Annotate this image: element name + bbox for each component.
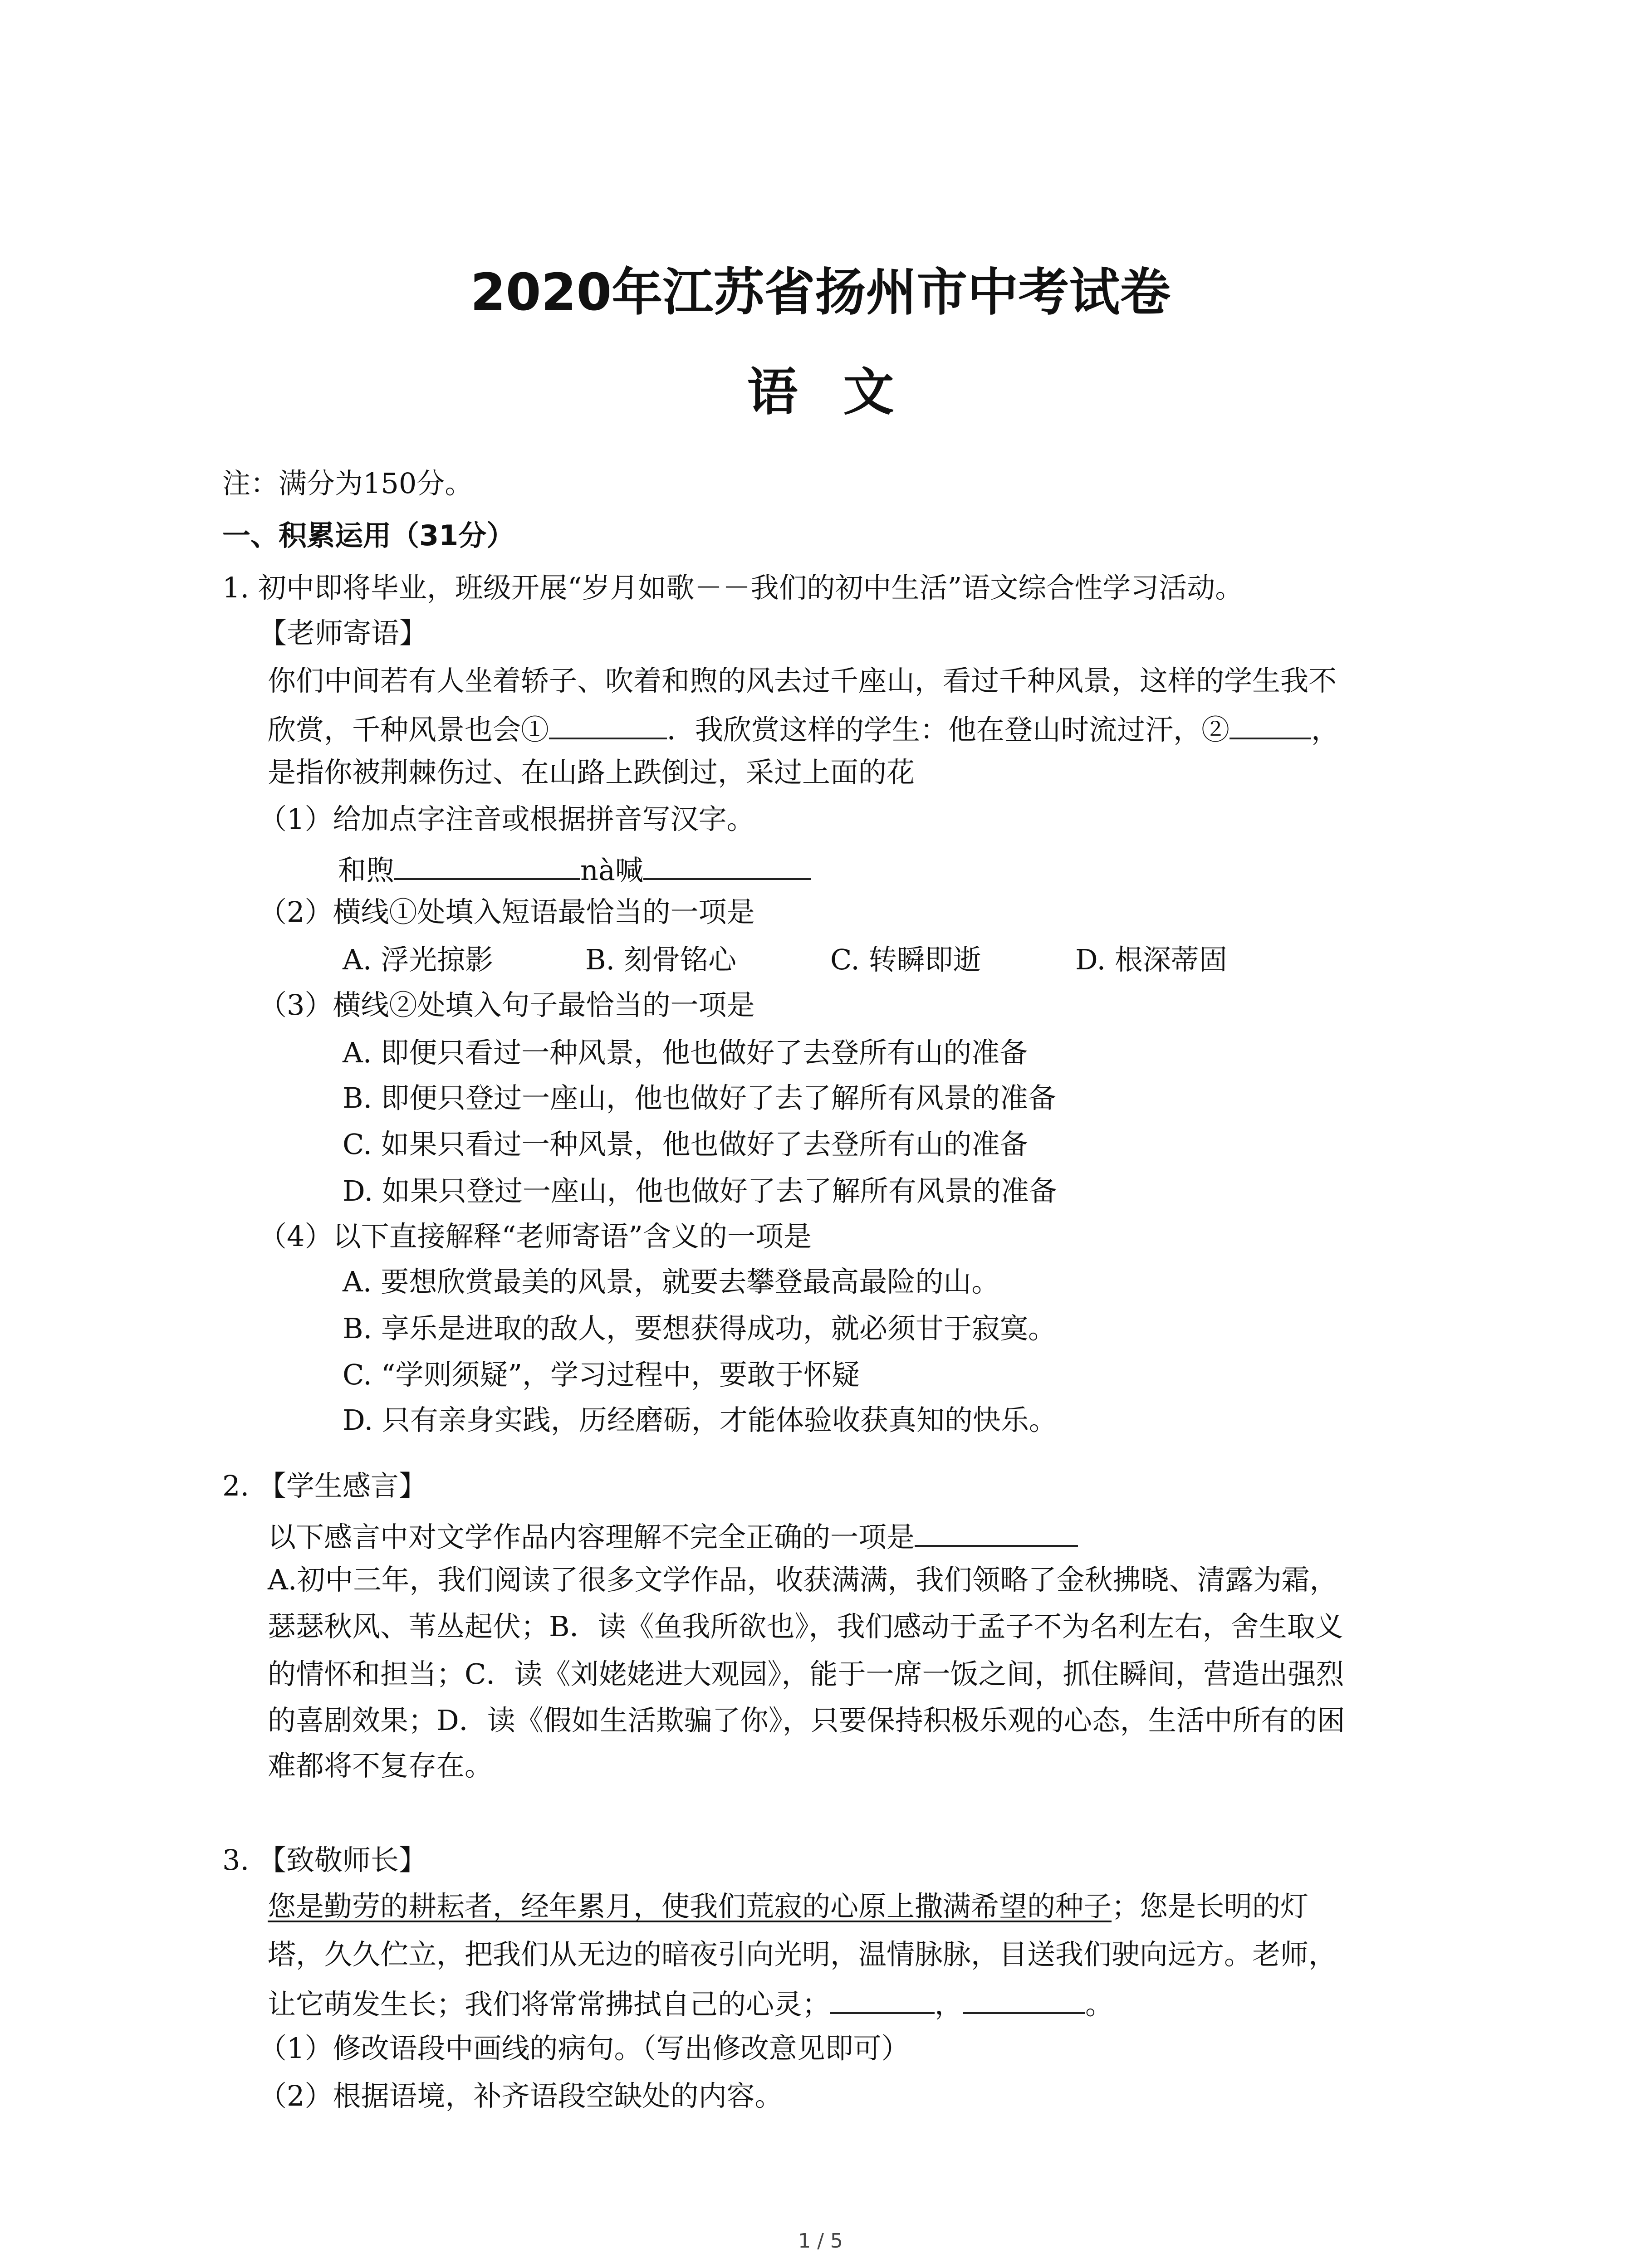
q2-passage-line: 瑟瑟秋风、苇丛起伏；B．读《鱼我所欲也》，我们感动于孟子不为名利左右，舍生取义 xyxy=(268,1610,1343,1643)
q2-passage-line: A.初中三年，我们阅读了很多文学作品，收获满满，我们领略了金秋拂晓、清露为霜， xyxy=(268,1563,1338,1596)
option-item: C. 转瞬即逝 xyxy=(830,943,981,976)
page-number: 1 / 5 xyxy=(798,2229,843,2253)
underlined-sentence: 您是勤劳的耕耘者，经年累月，使我们荒寂的心原上撒满希望的种子 xyxy=(268,1890,1112,1923)
q1-sub1: （1）给加点字注音或根据拼音写汉字。 xyxy=(259,802,755,836)
option-item: A. 浮光掠影 xyxy=(343,943,494,976)
word-item: 和煦 xyxy=(338,854,395,887)
q3-passage-text: 让它萌发生长；我们将常常拂拭自己的心灵； xyxy=(268,1988,831,2021)
option-item: D. 只有亲身实践，历经磨砺，才能体验收获真知的快乐。 xyxy=(343,1403,1057,1437)
q1-tag: 【老师寄语】 xyxy=(259,616,428,650)
q1-passage-text: ， xyxy=(1311,713,1340,746)
answer-blank xyxy=(549,712,667,739)
answer-blank xyxy=(394,853,580,880)
section-heading: 一、积累运用（31分） xyxy=(222,519,515,552)
option-item: A. 要想欣赏最美的风景，就要去攀登最高最险的山。 xyxy=(343,1265,1000,1298)
answer-blank xyxy=(643,853,811,880)
word-item: nà喊 xyxy=(580,854,643,887)
q1-passage-text: 欣赏，千种风景也会① xyxy=(268,713,549,746)
answer-blank xyxy=(915,1520,1078,1547)
q3-stem: 3. 【致敬师长】 xyxy=(222,1843,427,1877)
option-item: B. 享乐是进取的敌人，要想获得成功，就必须甘于寂寞。 xyxy=(343,1312,1056,1345)
option-item: C. “学则须疑”，学习过程中，要敢于怀疑 xyxy=(343,1358,860,1391)
q3-sub1: （1）修改语段中画线的病句。（写出修改意见即可） xyxy=(259,2032,910,2065)
option-item: A. 即便只看过一种风景，他也做好了去登所有山的准备 xyxy=(343,1036,1028,1069)
score-note: 注：满分为150分。 xyxy=(222,467,473,500)
q1-passage-line: 是指你被荆棘伤过、在山路上跌倒过，采过上面的花 xyxy=(268,756,915,789)
option-item: D. 根深蒂固 xyxy=(1075,943,1227,976)
q1-sub3: （3）横线②处填入句子最恰当的一项是 xyxy=(259,988,755,1022)
option-item: C. 如果只看过一种风景，他也做好了去登所有山的准备 xyxy=(343,1128,1028,1161)
exam-title: 2020年江苏省扬州市中考试卷 xyxy=(470,263,1171,322)
q3-passage-text: ， xyxy=(935,1988,963,2021)
subject-title: 语文 xyxy=(747,363,940,422)
option-item: B. 刻骨铭心 xyxy=(585,943,736,976)
q2-prompt-text: 以下感言中对文学作品内容理解不完全正确的一项是 xyxy=(268,1520,915,1554)
q3-passage-text: ；您是长明的灯 xyxy=(1112,1890,1309,1923)
q1-passage-text: ．我欣赏这样的学生：他在登山时流过汗，② xyxy=(667,713,1230,746)
q2-stem: 2. 【学生感言】 xyxy=(222,1469,427,1502)
q3-passage-line xyxy=(268,1987,1113,2019)
q2-passage-line: 难都将不复存在。 xyxy=(268,1749,493,1782)
q3-sub2: （2）根据语境，补齐语段空缺处的内容。 xyxy=(259,2079,783,2112)
q1-passage-line: 你们中间若有人坐着轿子、吹着和煦的风去过千座山，看过千种风景，这样的学生我不 xyxy=(268,664,1337,697)
q2-passage-line: 的情怀和担当；C．读《刘姥姥进大观园》，能于一席一饭之间，抓住瞬间，营造出强烈 xyxy=(268,1657,1344,1691)
q1-stem: 1. 初中即将毕业，班级开展“岁月如歌－－我们的初中生活”语文综合性学习活动。 xyxy=(222,571,1244,604)
q1-sub4: （4）以下直接解释“老师寄语”含义的一项是 xyxy=(259,1220,812,1253)
q2-prompt xyxy=(268,1520,1078,1554)
option-item: B. 即便只登过一座山，他也做好了去了解所有风景的准备 xyxy=(343,1081,1056,1114)
q3-passage-text: 。 xyxy=(1085,1988,1114,2021)
answer-blank xyxy=(830,1987,935,2014)
q1-sub2: （2）横线①处填入短语最恰当的一项是 xyxy=(259,895,755,929)
answer-blank xyxy=(1230,712,1311,739)
q1-passage-line xyxy=(268,712,1339,744)
q3-passage-line: 塔，久久伫立，把我们从无边的暗夜引向光明，温情脉脉，目送我们驶向远方。老师， xyxy=(268,1938,1337,1971)
q3-passage-line xyxy=(268,1892,1308,1921)
answer-blank xyxy=(963,1987,1085,2014)
q1-sub1-answers xyxy=(338,853,811,885)
option-item: D. 如果只登过一座山，他也做好了去了解所有风景的准备 xyxy=(343,1174,1057,1207)
q2-passage-line: 的喜剧效果；D．读《假如生活欺骗了你》，只要保持积极乐观的心态，生活中所有的困 xyxy=(268,1704,1345,1737)
